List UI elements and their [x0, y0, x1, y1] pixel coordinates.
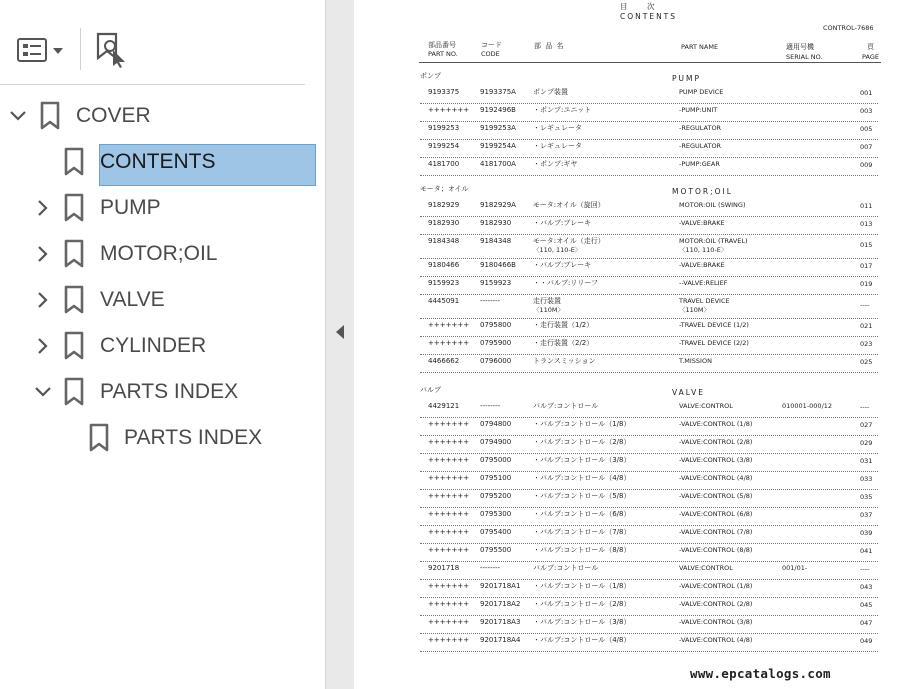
- row-separator: [420, 453, 878, 454]
- row-separator: [420, 157, 878, 158]
- row-separator: [420, 579, 878, 580]
- part-number: +++++++: [428, 438, 470, 446]
- collapse-panel-icon[interactable]: [333, 322, 347, 342]
- serial-number: 001/01-: [782, 564, 808, 572]
- page-number: 007: [860, 143, 873, 151]
- part-name-en: -VALVE:CONTROL (2/8): [679, 600, 753, 608]
- part-name-jp: ・走行装置（1/2）: [533, 321, 594, 329]
- toolbar-separator: [80, 28, 81, 70]
- header-serial-jp: 適用号機: [786, 43, 814, 51]
- page-number: 045: [860, 601, 873, 609]
- page-number: ----: [860, 565, 870, 573]
- part-code: 0795100: [480, 474, 512, 482]
- page-number: 031: [860, 457, 873, 465]
- part-number: 9199253: [428, 124, 460, 132]
- bookmark-icon: [63, 285, 85, 315]
- part-name-jp: ・バルブ:コントロール（6/8）: [533, 510, 631, 518]
- part-name-jp: ・ポンプ:ギヤ: [533, 160, 578, 168]
- bookmark-icon: [63, 377, 85, 407]
- row-separator: [420, 615, 878, 616]
- part-name-jp: トランスミッション: [533, 357, 596, 365]
- part-code: 0795300: [480, 510, 512, 518]
- panel-splitter[interactable]: [326, 0, 354, 689]
- part-name-jp: ・バルブ:コントロール（1/8）: [533, 582, 631, 590]
- page-number: 041: [860, 547, 873, 555]
- part-name-en: PUMP DEVICE: [679, 88, 724, 96]
- part-name-jp: モータ:オイル（走行）: [533, 237, 605, 245]
- serial-number: 010001-000/12: [782, 402, 833, 410]
- row-separator: [420, 597, 878, 598]
- watermark: www.epcatalogs.com: [690, 666, 831, 681]
- bookmarks-panel: [0, 0, 326, 689]
- header-code-jp: コード: [481, 41, 502, 49]
- page-number: 021: [860, 322, 873, 330]
- part-number: 9193375: [428, 88, 460, 96]
- part-number: 9199254: [428, 142, 460, 150]
- page-number: ----: [860, 301, 870, 309]
- part-code: 9201718A1: [480, 582, 521, 590]
- page-number: 023: [860, 340, 873, 348]
- part-name-en: -VALVE:CONTROL (4/8): [679, 636, 753, 644]
- row-separator: [420, 216, 878, 217]
- section-title-en: VALVE: [672, 388, 706, 397]
- bookmark-options-button[interactable]: [16, 32, 68, 68]
- part-name-jp-note: 〈110M〉: [533, 306, 565, 314]
- part-name-en: -VALVE:CONTROL (2/8): [679, 438, 753, 446]
- part-number: +++++++: [428, 474, 470, 482]
- chevron-right-icon[interactable]: [33, 336, 53, 356]
- part-code: 0795200: [480, 492, 512, 500]
- bookmark-item[interactable]: VALVE: [100, 288, 165, 311]
- part-code: --------: [480, 402, 501, 410]
- part-code: 9201718A4: [480, 636, 521, 644]
- part-number: +++++++: [428, 106, 470, 114]
- row-separator: [420, 103, 878, 104]
- part-number: +++++++: [428, 339, 470, 347]
- page-number: 027: [860, 421, 873, 429]
- part-name-en: TRAVEL DEVICE: [679, 297, 730, 305]
- page-number: 035: [860, 493, 873, 501]
- document-page: [354, 0, 903, 689]
- page-number: 033: [860, 475, 873, 483]
- part-name-en: -VALVE:CONTROL (1/8): [679, 582, 753, 590]
- page-number: ----: [860, 403, 870, 411]
- part-name-en: -VALVE:CONTROL (1/8): [679, 420, 753, 428]
- part-name-en: -PUMP:UNIT: [679, 106, 718, 114]
- part-code: 0795400: [480, 528, 512, 536]
- part-code: 0795500: [480, 546, 512, 554]
- part-name-en: -VALVE:CONTROL (5/8): [679, 492, 753, 500]
- part-number: +++++++: [428, 492, 470, 500]
- part-code: 9182929A: [480, 201, 516, 209]
- chevron-right-icon[interactable]: [33, 244, 53, 264]
- part-number: +++++++: [428, 636, 470, 644]
- page-number: 049: [860, 637, 873, 645]
- part-code: 9184348: [480, 237, 512, 245]
- part-name-jp: バルブ:コントロール: [533, 564, 599, 572]
- part-number: +++++++: [428, 546, 470, 554]
- part-number: +++++++: [428, 420, 470, 428]
- part-name-en: -TRAVEL DEVICE (1/2): [679, 321, 749, 329]
- part-name-jp: ・バルブ:ブレーキ: [533, 219, 592, 227]
- part-code: 0795800: [480, 321, 512, 329]
- bookmark-item[interactable]: PARTS INDEX: [124, 426, 263, 449]
- part-name-jp: ・ポンプ:ユニット: [533, 106, 592, 114]
- part-code: 9193375A: [480, 88, 516, 96]
- doc-title-jp: 目 次: [620, 2, 661, 11]
- row-separator: [420, 471, 878, 472]
- part-name-jp: ・バルブ:コントロール（1/8）: [533, 420, 631, 428]
- part-name-en: VALVE:CONTROL: [679, 402, 733, 410]
- part-name-en: -VALVE:CONTROL (3/8): [679, 618, 753, 626]
- part-number: 4181700: [428, 160, 460, 168]
- part-name-en: -REGULATOR: [679, 142, 722, 150]
- part-name-jp: ・バルブ:コントロール（8/8）: [533, 546, 631, 554]
- section-title-en: PUMP: [672, 74, 702, 83]
- page-number: 015: [860, 241, 873, 249]
- part-name-jp: 走行装置: [533, 297, 561, 305]
- part-name-en: T.MISSION: [679, 357, 712, 365]
- header-name-en: PART NAME: [681, 43, 719, 51]
- part-name-jp: ・バルブ:コントロール（3/8）: [533, 456, 631, 464]
- part-name-en: --VALVE:RELIEF: [679, 279, 728, 287]
- part-number: 4429121: [428, 402, 460, 410]
- part-name-en: -VALVE:CONTROL (7/8): [679, 528, 753, 536]
- part-name-en-note: 〈110, 110-E〉: [679, 246, 728, 254]
- page-number: 019: [860, 280, 873, 288]
- part-code: 9201718A2: [480, 600, 521, 608]
- section-title-jp: ポンプ: [420, 72, 441, 80]
- page-number: 005: [860, 125, 873, 133]
- part-name-jp: ・バルブ:コントロール（7/8）: [533, 528, 631, 536]
- part-code: --------: [480, 297, 501, 305]
- part-number: 9180466: [428, 261, 460, 269]
- bookmark-icon: [63, 147, 85, 177]
- header-name-jp: 部 品 名: [534, 42, 565, 50]
- row-separator: [420, 435, 878, 436]
- row-separator: [420, 234, 878, 235]
- part-name-jp: ・走行装置（2/2）: [533, 339, 594, 347]
- row-separator: [420, 276, 878, 277]
- part-name-jp: ・バルブ:ブレーキ: [533, 261, 592, 269]
- part-name-jp: ・バルブ:コントロール（4/8）: [533, 636, 631, 644]
- bookmark-item[interactable]: PARTS INDEX: [100, 380, 239, 403]
- part-name-en: -PUMP:GEAR: [679, 160, 720, 168]
- part-number: +++++++: [428, 528, 470, 536]
- page-number: 039: [860, 529, 873, 537]
- part-code: 9199254A: [480, 142, 516, 150]
- chevron-down-icon[interactable]: [8, 106, 28, 126]
- part-number: +++++++: [428, 510, 470, 518]
- part-number: +++++++: [428, 582, 470, 590]
- bookmark-icon: [63, 239, 85, 269]
- part-number: +++++++: [428, 456, 470, 464]
- row-separator: [420, 121, 878, 122]
- row-separator: [420, 543, 878, 544]
- header-rule: [419, 62, 881, 63]
- page-number: 011: [860, 202, 873, 210]
- part-name-en: MOTOR:OIL (TRAVEL): [679, 237, 748, 245]
- part-name-en: -VALVE:CONTROL (4/8): [679, 474, 753, 482]
- part-number: 9184348: [428, 237, 460, 245]
- bookmark-icon: [63, 193, 85, 223]
- part-number: 9159923: [428, 279, 460, 287]
- row-separator: [420, 318, 878, 319]
- bookmark-item[interactable]: COVER: [76, 104, 151, 127]
- part-number: 4466662: [428, 357, 460, 365]
- bookmark-icon: [88, 423, 110, 453]
- part-number: 4445091: [428, 297, 460, 305]
- section-title-jp: モータ；オイル: [420, 185, 469, 193]
- header-page-jp: 頁: [867, 43, 874, 51]
- part-name-en-note: 〈110M〉: [679, 306, 711, 314]
- row-separator: [420, 354, 878, 355]
- part-code: 9182930: [480, 219, 512, 227]
- page-number: 003: [860, 107, 873, 115]
- part-number: 9182930: [428, 219, 460, 227]
- doc-code: CONTROL-7686: [823, 24, 874, 32]
- part-name-jp: ・バルブ:コントロール（2/8）: [533, 438, 631, 446]
- part-name-jp: バルブ:コントロール: [533, 402, 599, 410]
- part-code: 4181700A: [480, 160, 516, 168]
- part-code: 0795000: [480, 456, 512, 464]
- part-number: +++++++: [428, 618, 470, 626]
- header-code-en: CODE: [481, 50, 500, 58]
- row-separator: [420, 294, 878, 295]
- new-bookmark-icon: [94, 32, 130, 68]
- part-name-en: -REGULATOR: [679, 124, 722, 132]
- row-separator: [420, 561, 878, 562]
- header-serial-en: SERIAL NO.: [786, 53, 823, 61]
- part-code: 9199253A: [480, 124, 516, 132]
- part-name-jp: ・バルブ:コントロール（4/8）: [533, 474, 631, 482]
- row-separator: [420, 633, 878, 634]
- row-separator: [420, 175, 878, 176]
- doc-title-en: CONTENTS: [620, 12, 678, 21]
- bookmark-icon: [63, 331, 85, 361]
- part-code: 0794900: [480, 438, 512, 446]
- chevron-right-icon[interactable]: [33, 290, 53, 310]
- part-name-jp-note: 〈110, 110-E〉: [533, 246, 582, 254]
- page-number: 029: [860, 439, 873, 447]
- part-name-jp: ・レギュレータ: [533, 142, 582, 150]
- page-number: 037: [860, 511, 873, 519]
- section-title-en: MOTOR;OIL: [672, 187, 733, 196]
- part-code: --------: [480, 564, 501, 572]
- row-separator: [420, 651, 878, 652]
- row-separator: [420, 525, 878, 526]
- part-code: 9201718A3: [480, 618, 521, 626]
- part-code: 0795900: [480, 339, 512, 347]
- part-code: 9180466B: [480, 261, 516, 269]
- page-number: 043: [860, 583, 873, 591]
- part-number: 9182929: [428, 201, 460, 209]
- part-name-en: -VALVE:CONTROL (3/8): [679, 456, 753, 464]
- row-separator: [420, 489, 878, 490]
- row-separator: [420, 336, 878, 337]
- header-page-en: PAGE: [862, 53, 879, 61]
- row-separator: [420, 139, 878, 140]
- row-separator: [420, 507, 878, 508]
- part-number: +++++++: [428, 321, 470, 329]
- part-code: 0796000: [480, 357, 512, 365]
- header-part-no-en: PART NO.: [428, 50, 458, 58]
- bookmark-item[interactable]: CONTENTS: [100, 150, 216, 173]
- part-name-en: -VALVE:BRAKE: [679, 219, 725, 227]
- part-name-jp: モータ:オイル（旋回）: [533, 201, 605, 209]
- header-part-no-jp: 部品番号: [428, 41, 456, 49]
- chevron-right-icon[interactable]: [33, 198, 53, 218]
- part-name-jp: ・バルブ:コントロール（2/8）: [533, 600, 631, 608]
- new-bookmark-button[interactable]: [94, 32, 130, 68]
- row-separator: [420, 258, 878, 259]
- part-name-jp: ・バルブ:コントロール（5/8）: [533, 492, 631, 500]
- bookmarks-toolbar: [0, 0, 305, 85]
- row-separator: [420, 417, 878, 418]
- page-number: 013: [860, 220, 873, 228]
- bookmark-item[interactable]: MOTOR;OIL: [100, 242, 218, 265]
- part-name-en: MOTOR:OIL (SWING): [679, 201, 746, 209]
- part-name-jp: ・バルブ:コントロール（3/8）: [533, 618, 631, 626]
- bookmark-options-icon: [16, 35, 68, 65]
- bookmark-item[interactable]: PUMP: [100, 196, 161, 219]
- part-name-en: -VALVE:CONTROL (8/8): [679, 546, 753, 554]
- part-name-en: -VALVE:BRAKE: [679, 261, 725, 269]
- part-name-jp: ・・バルブ:リリーフ: [533, 279, 599, 287]
- part-number: +++++++: [428, 600, 470, 608]
- part-code: 9159923: [480, 279, 512, 287]
- page-number: 009: [860, 161, 873, 169]
- part-name-jp: ・レギュレータ: [533, 124, 582, 132]
- row-separator: [420, 372, 878, 373]
- part-name-en: VALVE:CONTROL: [679, 564, 733, 572]
- part-code: 9192496B: [480, 106, 516, 114]
- page-number: 025: [860, 358, 873, 366]
- part-code: 0794800: [480, 420, 512, 428]
- page-number: 017: [860, 262, 873, 270]
- chevron-down-icon[interactable]: [33, 382, 53, 402]
- section-title-jp: バルブ: [420, 386, 441, 394]
- part-name-en: -TRAVEL DEVICE (2/2): [679, 339, 749, 347]
- page-number: 001: [860, 89, 873, 97]
- part-number: 9201718: [428, 564, 460, 572]
- part-name-jp: ポンプ装置: [533, 88, 568, 96]
- bookmark-item[interactable]: CYLINDER: [100, 334, 207, 357]
- part-name-en: -VALVE:CONTROL (6/8): [679, 510, 753, 518]
- page-number: 047: [860, 619, 873, 627]
- bookmark-icon: [39, 101, 61, 131]
